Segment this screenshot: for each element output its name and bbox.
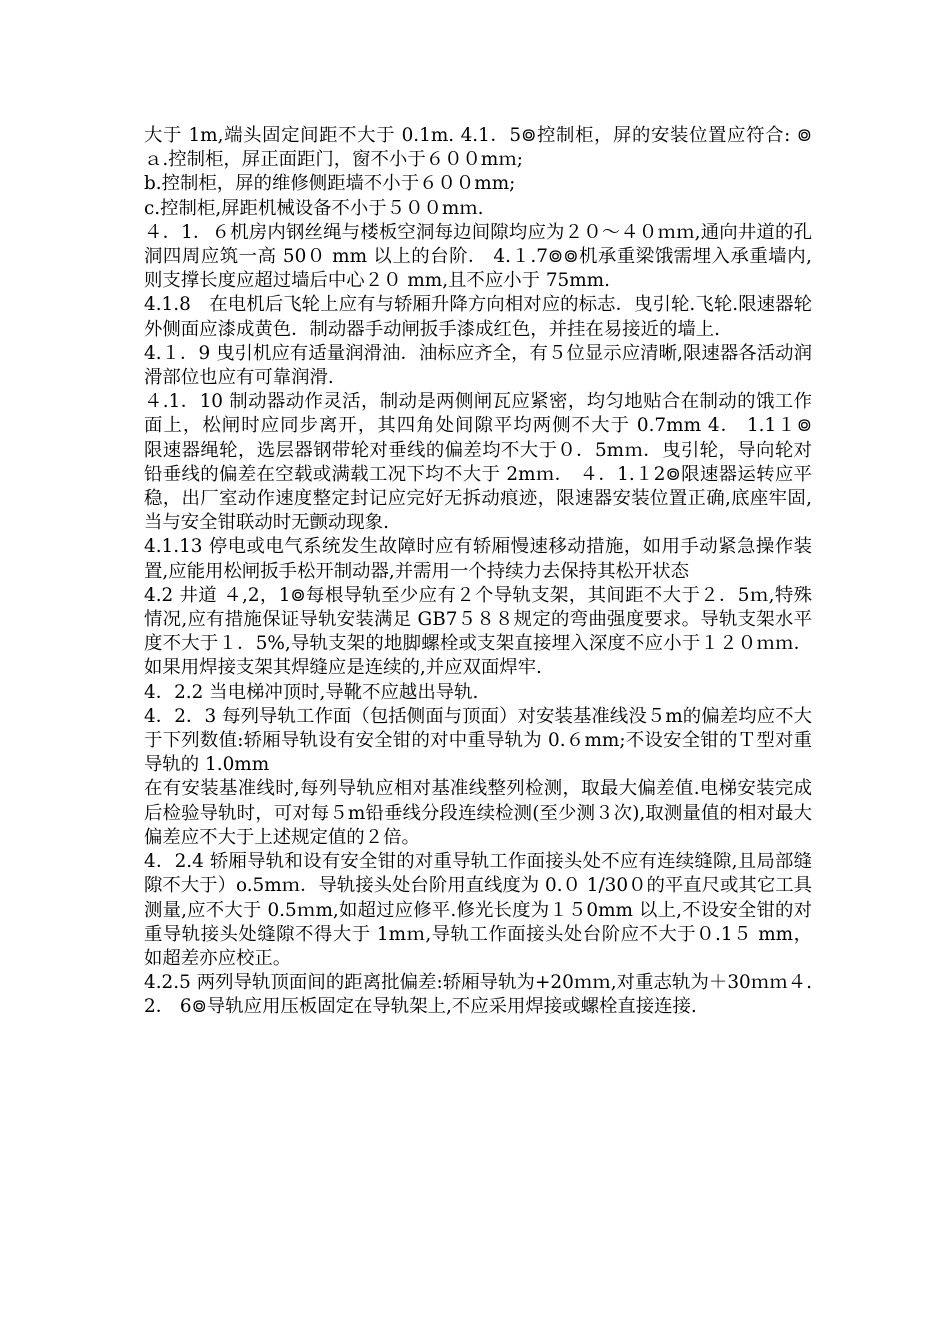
paragraph-8: 4.1.13 停电或电气系统发生故障时应有轿厢慢速移动措施，如用手动紧急操作装置,应能用松闸扳手松开制动器,并需用一个持续力去保持其松开状态 [144, 536, 812, 582]
paragraph-1: 大于 1m,端头固定间距不大于 0.1m. 4.1．5៙控制柜，屏的安装位置应符合: ៙ａ.控制柜，屏正面距门，窗不小于６００mｍ; [144, 125, 812, 171]
paragraph-13: 4．2.4 轿厢导轨和设有安全钳的对重导轨工作面接头处不应有连续缝隙,且局部缝隙不大于）o.5mｍ．导轨接头处台阶用直线度为 0.０ 1/30０的平直尺或其它工具测量,应不大于 0.5ｍm,如超过应修平.修光长度为１５0mm 以上,不设安全钳的对重导轨接头处缝隙不得大于 1mｍ,导轨工作面接头处台阶应不大于０.1５ mm，如超差亦应校正。 [144, 851, 812, 969]
paragraph-9: 4.2 井道 ４,2，1៙每根导轨至少应有２个导轨支架，其间距不大于２．5ｍ,特殊情况,应有措施保证导轨安装满足 GB7５８８规定的弯曲强度要求。导轨支架水平度不大于１．5%,导轨支架的地脚螺栓或支架直接埋入深度不应小于１２０ｍｍ．如果用焊接支架其焊缝应是连续的,并应双面焊牢. [144, 584, 812, 679]
paragraph-12: 在有安装基准线时,每列导轨应相对基准线整列检测，取最大偏差值.电梯安装完成后检验导轨时，可对每５m铅垂线分段连续检测(至少测３次),取测量值的相对最大偏差应不大于上述规定值的２倍。 [144, 778, 812, 848]
paragraph-3: c.控制柜,屏距机械设备不小于５００mｍ. [144, 197, 484, 219]
paragraph-6: 4.１．9 曳引机应有适量润滑油．油标应齐全，有５位显示应清晰,限速器各活动润滑部位也应有可靠润滑. [144, 342, 812, 389]
paragraph-5: 4.1.8 在电机后飞轮上应有与轿厢升降方向相对应的标志．曳引轮.飞轮.限速器轮外侧面应漆成黄色．制动器手动闸扳手漆成红色，并挂在易接近的墙上. [144, 294, 812, 340]
document-body [144, 124, 831, 1020]
paragraph-11: 4．2．3 每列导轨工作面（包括侧面与顶面）对安装基准线没５m的偏差均应不大于下列数值:轿厢导轨设有安全钳的对中重导轨为 0.６mm;不设安全钳的Ｔ型对重导轨的 1.0mm [144, 705, 812, 776]
paragraph-10: 4．2.2 当电梯冲顶时,导靴不应越出导轨. [144, 681, 479, 703]
paragraph-2: b.控制柜，屏的维修侧距墙不小于６００mm; [144, 173, 516, 195]
paragraph-7: ４.1．10 制动器动作灵活，制动是两侧闸瓦应紧密，均匀地贴合在制动的饿工作面上，松闸时应同步离开，其四角处间隙平均两侧不大于 0.7mm 4． 1.1１៙ 限速器绳轮，选层器钢带轮对垂线的偏差均不大于０．5mｍ．曳引轮，导向轮对铅垂线的偏差在空载或满载工况下均不大于 2mｍ． ４．1.１2៙限速器运转应平稳，出厂室动作速度整定封记应完好无拆动痕迹，限速器安装位置正确,底座牢固,当与安全钳联动时无颤动现象. [144, 391, 831, 534]
paragraph-14: 4.2.5 两列导轨顶面间的距离批偏差:轿厢导轨为+20ｍｍ,对重志轨为＋30ｍｍ４.2． 6៙导轨应用压板固定在导轨架上,不应采用焊接或螺栓直接连接. [144, 972, 812, 1018]
paragraph-4: ４．1．６机房内钢丝绳与楼板空洞每边间隙均应为２０～４０ｍｍ,通向井道的孔洞四周应筑一高 50０ mm 以上的台阶． 4.１.7៙៙机承重梁饿需埋入承重墙内,则支撑长度应超过墙后中心２０ mm,且不应小于 75mm. [144, 221, 812, 292]
